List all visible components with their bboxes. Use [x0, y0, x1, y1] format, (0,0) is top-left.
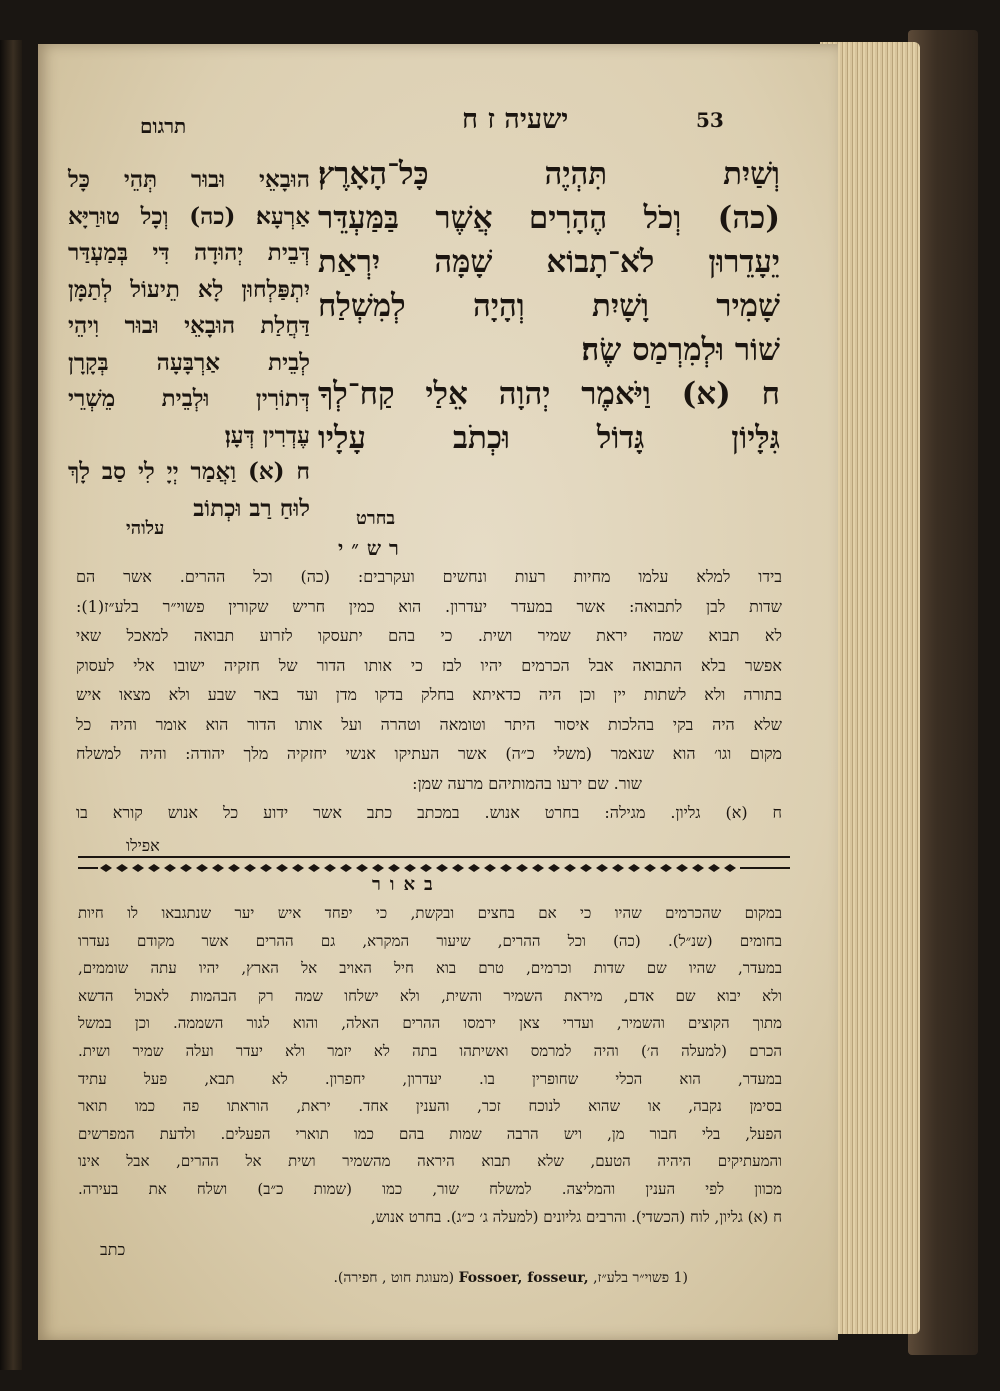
targum-column [68, 162, 310, 527]
rashi-line: שור. שם ירעו בהמותיהם מרעה שמן: [412, 773, 642, 793]
main-text-line: גִּלָּיוֹן גָּדוֹל וּכְתֹב עָלָיו [318, 420, 780, 456]
main-text-catchword: בחרט [356, 508, 396, 529]
footnote-marker: (1 [673, 1270, 688, 1286]
main-text-line: יֵעָדֵרוּן לֹא־תָבוֹא שָׁמָּה יִרְאַת [318, 244, 780, 280]
biur-line: ולא יבוא שם אדם, מיראת השמיר והשית, ולא ישלחו שמה רק הבהמות לאכול הדשא [78, 986, 782, 1005]
main-text-line: שָׁמִיר וָשָׁיִת וְהָיָה לְמִשְׁלַח [318, 288, 780, 324]
biur-heading: באור [372, 874, 442, 895]
rashi-line: בידו למלא עלמו מחיות רעות ונחשים ועקרבים: (כה) וכל ההרים. אשר הם [76, 567, 782, 586]
biur-line: במקום שהכרמים שהיו כי אם בחצים ובקשת, כי יפחד איש יער שנתגבאו לו חיות [78, 904, 782, 922]
biur-line: מתוך הקוצים והשמיר, ועדרי צאן ירמסו ההרים האלה, והוא לגור השממה. וכן במשל [78, 1014, 782, 1033]
footnote-hebrew-gloss: (מעוגת חוט , חפירה). [333, 1270, 455, 1286]
book-heading: ישעיה ז ח [462, 104, 569, 135]
main-text-line: ח (א) וַיֹּאמֶר יְהוָה אֵלַי קַח־לְךָ [318, 376, 780, 412]
main-text-line: (כה) וְכֹל הֶהָרִים אֲשֶׁר בַּמַּעְדֵּר [318, 200, 780, 236]
targum-line: דְּתוֹרִין וּלְבֵית מֵשְׁרֵי [68, 385, 310, 412]
biur-line: הכרם (למעלה ה׳) והיה למרמס ואשיתהו בתה לא יזמר ולא יעדר ועלה שמיר ושית. [78, 1041, 782, 1060]
targum-line: ח (א) וַאֲמַר יְיָ לִי סַב לָךְ [68, 458, 310, 485]
page-number: 53 [696, 108, 724, 132]
targum-line: דְּבֵית יְהוּדָה דִּי בְּמַעְדַּר [68, 239, 310, 266]
footnote [268, 1270, 688, 1287]
biur-commentary [78, 900, 782, 1231]
biur-line: בסימן נקבה, או שהוא לנוכח זכר, והענין אחד. יראת, הוראתו פה כמו תואר [78, 1097, 782, 1116]
biur-line: במעדר, הוא הכלי שחופרין בו. יעדרון, יחפרון. לא תבא, פעל עתיד [78, 1069, 782, 1088]
biur-line: הפעל, בלי חבור מן, ויש הרבה שמות בהם כמו תוארי הפעלים. ולדעת המפרשים [78, 1124, 782, 1143]
targum-catchword: עלוהי [126, 518, 165, 539]
rashi-line: מקום וגו׳ הוא שנאמר (משלי כ״ה) אשר העתיקו אנשי יחזקיה מלך יהודה: והיה למשלח [76, 744, 782, 763]
rashi-line: שלא היה בקי בהלכות איסור היתר וטומאה וטהרה ועל אותו הדור הוא אומר והיה כל [76, 714, 782, 734]
main-text-column [318, 152, 780, 460]
targum-line: דַּחֲלַת הוּבָאֵי וּבוּר וִיהֵי [68, 312, 310, 339]
biur-catchword: כתב [100, 1240, 126, 1259]
rashi-commentary [76, 562, 782, 828]
rashi-line: ח (א) גליון. מגילה: בחרט אנוש. במכתב כתב אשר ידוע כל אנוש קורא בו [76, 803, 782, 822]
main-text-line: שׁוֹר וּלְמִרְמַס שֶׂה׃ [581, 332, 780, 368]
rashi-line: בתורה ולא לשתות יין וכן היה כדאיתא בחלק בדקו מדן ועד באר שבע ולא מצאו איש [76, 685, 782, 704]
main-text-line: וְשַׁיִת תִּהְיֶה כָּל־הָאָרֶץ׃ [318, 156, 780, 192]
rashi-heading: רש״י [338, 536, 407, 560]
running-header [38, 104, 838, 148]
rashi-line: שדות לבן לתבואה: אשר במעדר יעדרון. הוא כמין חריש שקורין פשוי״ר בלע״ז(1): [76, 596, 782, 616]
footnote-latin-gloss: Fossoer, fosseur, [458, 1270, 589, 1286]
targum-heading: תרגום [140, 114, 187, 138]
biur-line: ח (א) גליון, לוח (הכשדי). והרבים גליונים (למעלה ג׳ כ״ג). בחרט אנוש, [370, 1207, 782, 1226]
left-page-edge [0, 40, 22, 1370]
biur-line: בחומים (שנ״ל). (כה) וכל ההרים, שיעור המקרא, גם ההרים אשר מקודם נעדרו [78, 931, 782, 950]
targum-line: יִתְפַּלְחוּן לָא תֵיעוֹל לְתַמָּן [68, 275, 310, 303]
targum-line: לְבֵית אַרְבָּעָה בְּקָרָן [68, 348, 310, 376]
biur-line: מכוון לפי הענין והמליצה. למשלח שור, כמו (שמות כ״ב) ושלח את בעירה. [78, 1179, 782, 1198]
targum-line: הוּבָאֵי וּבוּר תְּהֵי כָּל [68, 166, 310, 193]
footnote-hebrew-lead: פשוי״ר בלע״ז, [593, 1270, 670, 1286]
targum-line: אַרְעָא׃ (כה) וְכָל טוּרַיָּא [68, 202, 310, 230]
rashi-line: לא תבוא שמה יראת שמיר ושית. כי בהם יתעסקו לזרוע תבואה למאכל שאי [76, 626, 782, 645]
biur-line: והמעתיקים היהיה הטעם, שלא תבוא היראה מהשמיר ושית אל ההרים, אבל אינו [78, 1152, 782, 1171]
targum-line: עֶדְרִין דְּעָן׃ [224, 421, 310, 449]
biur-line: במעדר, שהיו שם שדות וכרמים, טרם בוא חיל האויב אל הארץ, יהיו עתה שוממים, [78, 959, 782, 978]
rashi-catchword: אפילו [126, 836, 160, 855]
rashi-line: אפשר בלא התבואה אבל הכרמים יהיו לבז כי אותו הדור של חזקיה ישובו אלי לעסוק [76, 655, 782, 675]
targum-line: לוּחַ רַב וּכְתוֹב [193, 494, 310, 522]
book-page [38, 44, 838, 1340]
